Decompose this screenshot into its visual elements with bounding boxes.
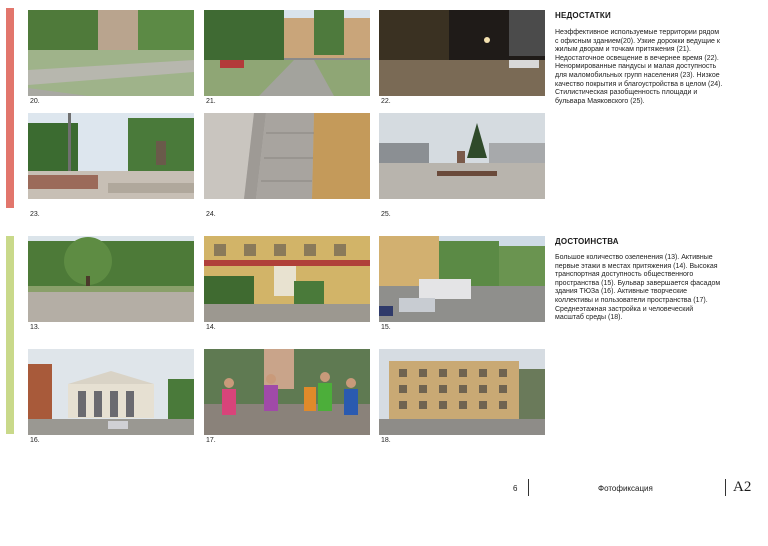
photo-14-caption: 14. bbox=[206, 324, 216, 331]
strengths-description: Большое количество озеленения (13). Активные первые этажи в местах притяжения (14). Высокая транспортная доступность общественного пространства (15). Бульвар завершается фасадом здания ТЮЗа (16). Активные творческие коллективы и пользователи пространства (17). Среднеэтажная застройка и человеческий масштаб среды (18). bbox=[555, 254, 721, 322]
footer-title: Фотофиксация bbox=[598, 484, 653, 493]
footer-divider bbox=[528, 479, 529, 496]
photo-24-paving bbox=[204, 113, 370, 199]
photo-18-caption: 18. bbox=[381, 437, 391, 444]
photo-17-performers bbox=[204, 349, 370, 435]
photo-20-caption: 20. bbox=[30, 98, 40, 105]
sheet-label: A2 bbox=[733, 479, 752, 495]
photo-15-transport bbox=[379, 236, 545, 322]
photo-25-square bbox=[379, 113, 545, 199]
photo-22-night-street bbox=[379, 10, 545, 96]
strengths-accent-bar bbox=[6, 236, 14, 434]
photo-20-office-lawn bbox=[28, 10, 194, 96]
photo-16-theatre bbox=[28, 349, 194, 435]
weaknesses-accent-bar bbox=[6, 8, 14, 208]
photo-23-monument-ramp bbox=[28, 113, 194, 199]
weaknesses-heading: НЕДОСТАТКИ bbox=[555, 11, 611, 20]
strengths-heading: ДОСТОИНСТВА bbox=[555, 237, 619, 246]
photo-14-active-ground-floors bbox=[204, 236, 370, 322]
photo-25-caption: 25. bbox=[381, 211, 391, 218]
photo-23-caption: 23. bbox=[30, 211, 40, 218]
photo-21-caption: 21. bbox=[206, 98, 216, 105]
weaknesses-description: Неэффективное используемые территории рядом с офисным зданием(20). Узкие дорожки ведущие к жилым дворам и точкам притяжения (21). Недостаточное освещение в вечернее время (22). Ненормированные пандусы и малая доступность для маломобильных групп населения (23). Низкое качество покрытия и благоустройства в целом (24). Стилистическая разобщенность площади и бульвара Маяковского (25). bbox=[555, 29, 723, 105]
photo-21-narrow-path bbox=[204, 10, 370, 96]
photo-17-caption: 17. bbox=[206, 437, 216, 444]
photo-22-caption: 22. bbox=[381, 98, 391, 105]
photo-13-caption: 13. bbox=[30, 324, 40, 331]
photo-18-midrise-building bbox=[379, 349, 545, 435]
photo-13-greenery bbox=[28, 236, 194, 322]
photo-16-caption: 16. bbox=[30, 437, 40, 444]
page-number: 6 bbox=[513, 484, 518, 493]
footer-divider-right bbox=[725, 479, 726, 496]
photo-15-caption: 15. bbox=[381, 324, 391, 331]
photo-24-caption: 24. bbox=[206, 211, 216, 218]
